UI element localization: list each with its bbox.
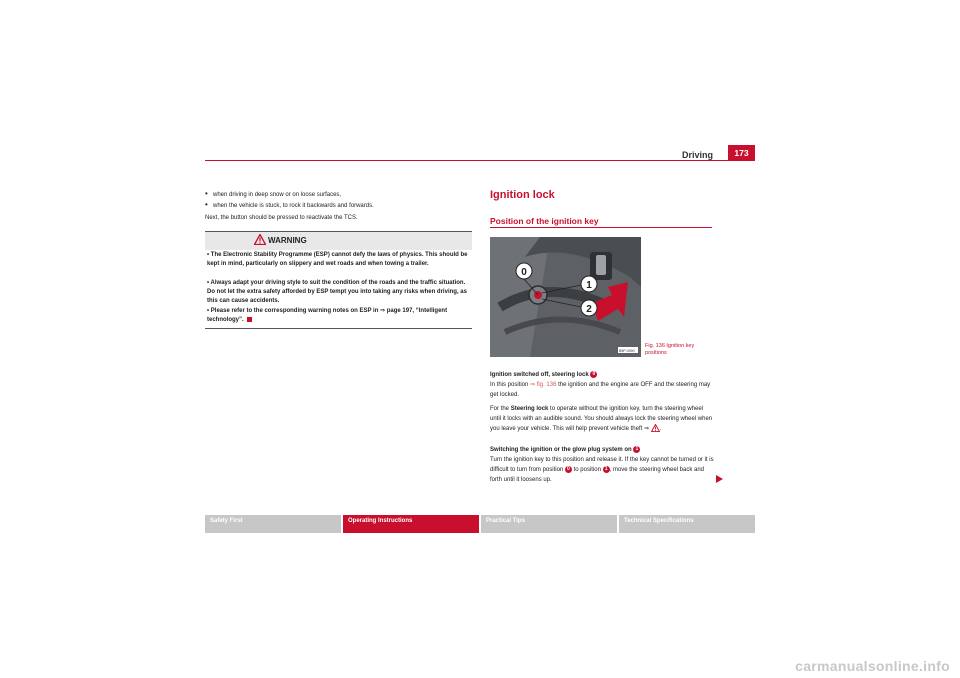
end-of-section-icon [247,317,252,322]
bullet-item: • when the vehicle is stuck, to rock it backwards and forwards. [205,200,374,209]
tab-technical-specifications[interactable]: Technical Specifications [619,515,755,533]
tab-operating-instructions[interactable]: Operating Instructions [343,515,479,533]
body-paragraph: Next, the button should be pressed to reactivate the TCS. [205,215,358,221]
svg-text:0: 0 [521,267,527,278]
svg-text:2: 2 [586,304,592,315]
next-page-arrow-icon[interactable] [716,475,723,483]
body-paragraph: In this position ⇒ fig. 136 the ignition and the engine are OFF and the steering may get locked. [490,382,711,398]
warning-item: • Please refer to the corresponding warning notes on ESP in ⇒ page 197, “Intelligent technology”. [207,308,448,324]
bullet-dot-icon: • [207,308,211,314]
ignition-illustration [490,237,641,357]
tab-safety-first[interactable]: Safety First [205,515,341,533]
warning-triangle-icon [254,234,266,245]
block-heading: Ignition switched off, steering lock 0 [490,370,715,380]
bullet-dot-icon: • [205,200,208,209]
header-rule [205,160,755,161]
body-paragraph: For the Steering lock to operate without the ignition key, turn the steering wheel until it locks with an audible sound. You should always lock the steering wheel when you leave your vehicle. This will help prevent vehicle theft ⇒ . [490,406,713,432]
bullet-dot-icon: • [205,189,208,198]
subsection-title: Position of the ignition key [490,216,599,226]
figure-code: B5P-0090 [619,349,635,353]
bullet-dot-icon: • [207,280,211,286]
running-header-title: Driving [681,150,713,160]
watermark-text: carmanualsonline.info [795,658,950,674]
svg-text:1: 1 [586,280,592,291]
subsection-rule [490,227,712,228]
position-marker: 0 [565,466,572,473]
warning-title: WARNING [268,236,307,245]
body-paragraph: Turn the ignition key to this position and release it. If the key cannot be turned or it is difficult to turn from position 0 to position 1 , move the steering wheel back and forth until it loosens up. [490,457,714,483]
position-marker: 1 [603,466,610,473]
warning-item: • Always adapt your driving style to suit the condition of the roads and the traffic situation. Do not let the extra safety afforded by ESP tempt you into taking any risks when driving, as this can cause accidents. [207,280,467,305]
warning-triangle-icon[interactable] [651,424,660,432]
block-heading: Switching the ignition or the glow plug system on 1 [490,445,715,455]
warning-item: • The Electronic Stability Programme (ESP) cannot defy the laws of physics. This should be kept in mind, particularly on slippery and wet roads and when towing a trailer. [207,252,468,268]
ignition-key-figure [490,237,641,357]
tab-practical-tips[interactable]: Practical Tips [481,515,617,533]
position-marker: 0 [590,371,597,378]
figure-caption: Fig. 136 Ignition key positions [645,343,695,356]
figure-link[interactable]: ⇒ fig. 136 [530,382,557,388]
section-title: Ignition lock [490,189,555,201]
position-marker: 1 [633,446,640,453]
page-number: 173 [728,145,755,160]
bullet-dot-icon: • [207,252,211,258]
bullet-item: • when driving in deep snow or on loose surfaces, [205,189,342,198]
